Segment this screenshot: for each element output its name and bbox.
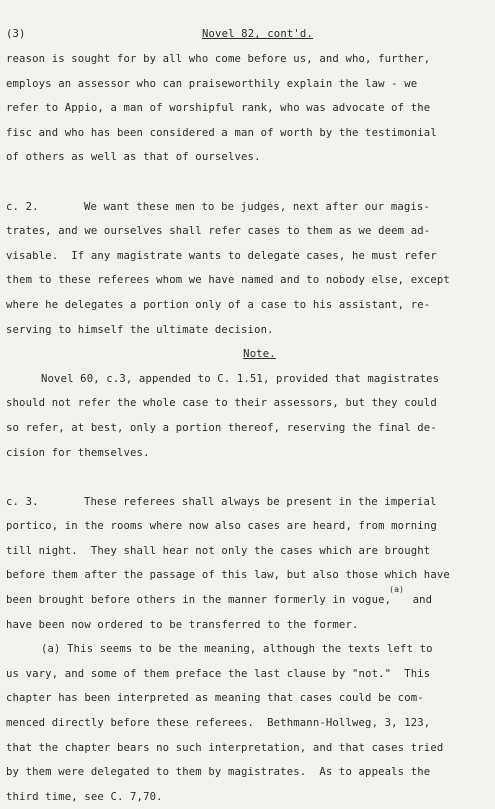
note-block — [6, 342, 481, 465]
text-line: serving to himself the ultimate decision. — [6, 323, 274, 336]
text-line: portico, in the rooms where now also cases are heard, from morning — [6, 520, 437, 533]
footnote-block — [6, 637, 481, 809]
text-line: refer to Appio, a man of worshipful rank, who was advocate of the — [6, 102, 431, 115]
footnote-mark: (a) — [389, 585, 405, 595]
text-line: have been now ordered to be transferred to the former. — [6, 618, 359, 631]
text-line: should not refer the whole case to their assessors, but they could — [6, 397, 437, 410]
text-line: trates, and we ourselves shall refer cases to them as we deem ad- — [6, 225, 431, 238]
section-2 — [6, 195, 481, 343]
text-line: employs an assessor who can praiseworthily explain the law - we — [6, 77, 418, 90]
text-line: where he delegates a portion only of a case to his assistant, re- — [6, 298, 431, 311]
text-line: us vary, and some of them preface the last clause by "not." This — [6, 667, 431, 680]
note-first-line — [6, 367, 481, 392]
text-line: menced directly before these referees. Bethmann-Hollweg, 3, 123, — [6, 717, 431, 730]
text-line: been brought before others in the manner formerly in vogue, — [6, 594, 392, 607]
running-title: Novel 82, cont'd. — [202, 28, 313, 40]
section-3-footnoted-line — [6, 585, 481, 613]
footnote-first-line — [6, 637, 481, 662]
text-line: fisc and who has been considered a man of worth by the testimonial — [6, 126, 437, 139]
text-line: by them were delegated to them by magistrates. As to appeals the — [6, 766, 431, 779]
text-line: cision for themselves. — [6, 446, 150, 459]
intro-paragraph — [6, 47, 481, 170]
text-line: (a) This seems to be the meaning, although the texts left to — [41, 643, 433, 656]
spacer — [6, 170, 481, 195]
section-3 — [6, 490, 481, 638]
text-line: chapter has been interpreted as meaning that cases could be com- — [6, 692, 424, 705]
page-header — [6, 22, 481, 47]
text-line: reason is sought for by all who come before us, and who, further, — [6, 53, 431, 65]
note-heading: Note. — [243, 348, 276, 361]
text-line: and — [406, 594, 433, 607]
section-2-first-line — [6, 195, 481, 220]
text-line: of others as well as that of ourselves. — [6, 151, 261, 164]
text-line: visable. If any magistrate wants to delegate cases, he must refer — [6, 249, 437, 262]
section-2-label: c. 2. — [6, 200, 39, 213]
text-line: till night. They shall hear not only the cases which are brought — [6, 544, 431, 557]
text-line: that the chapter bears no such interpretation, and that cases tried — [6, 741, 444, 754]
text-line: We want these men to be judges, next after our magis- — [84, 200, 430, 213]
section-3-label: c. 3. — [6, 495, 39, 508]
spacer — [6, 465, 481, 490]
page-number: (3) — [6, 28, 26, 40]
text-line: third time, see C. 7,70. — [6, 790, 163, 803]
text-line: so refer, at best, only a portion thereof, reserving the final de- — [6, 421, 437, 434]
text-line: Novel 60, c.3, appended to C. 1.51, provided that magistrates — [41, 372, 440, 385]
text-line: These referees shall always be present in the imperial — [84, 495, 437, 508]
section-3-first-line — [6, 490, 481, 515]
text-line: them to these referees whom we have named and to nobody else, except — [6, 274, 450, 287]
text-line: before them after the passage of this law, but also those which have — [6, 569, 450, 582]
